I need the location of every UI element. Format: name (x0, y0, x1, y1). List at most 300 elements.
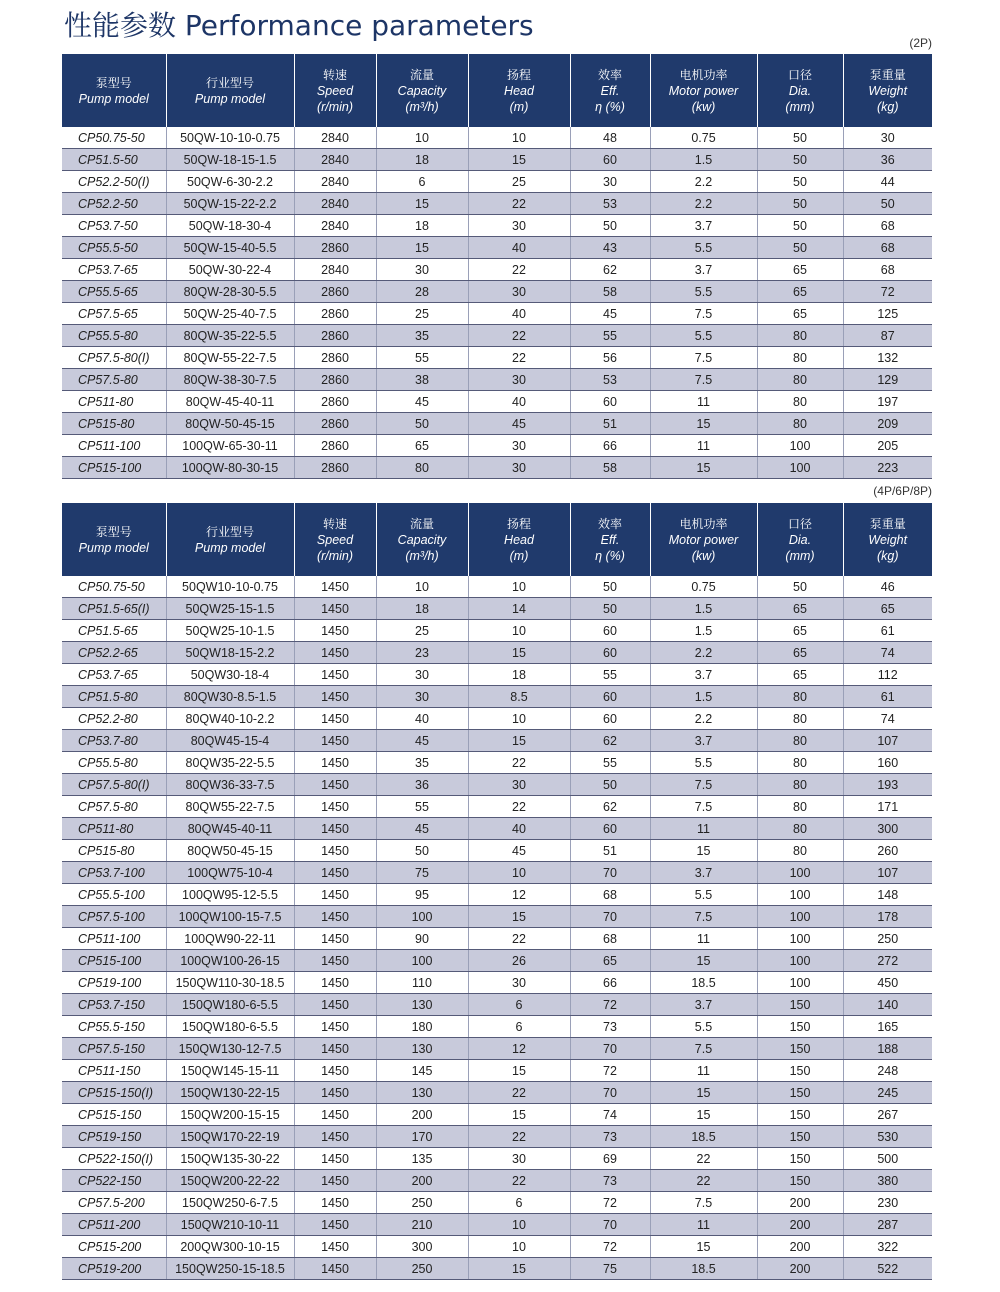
cell-efficiency: 50 (570, 576, 650, 598)
cell-diameter: 80 (757, 752, 843, 774)
cell-motor-power: 11 (650, 435, 757, 457)
header-efficiency-en: Eff. (600, 532, 620, 547)
header-motor-power-zh: 电机功率 (679, 67, 728, 82)
cell-capacity: 130 (376, 994, 468, 1016)
cell-efficiency: 45 (570, 303, 650, 325)
cell-capacity: 50 (376, 840, 468, 862)
table-row (62, 730, 932, 752)
cell-weight: 65 (843, 598, 932, 620)
table-row (62, 127, 932, 149)
cell-capacity: 30 (376, 686, 468, 708)
cell-motor-power: 1.5 (650, 620, 757, 642)
cell-diameter: 65 (757, 259, 843, 281)
cell-capacity: 250 (376, 1258, 468, 1280)
cell-diameter: 65 (757, 598, 843, 620)
cell-weight: 322 (843, 1236, 932, 1258)
cell-motor-power: 15 (650, 413, 757, 435)
cell-pump-model: CP57.5-80(I) (62, 347, 166, 369)
header-capacity-en: Capacity (397, 532, 447, 547)
cell-speed: 2860 (294, 237, 376, 259)
header-pump-model (62, 54, 166, 127)
cell-speed: 2860 (294, 457, 376, 479)
cell-diameter: 150 (757, 1016, 843, 1038)
cell-speed: 1450 (294, 1126, 376, 1148)
cell-efficiency: 50 (570, 598, 650, 620)
table-row (62, 325, 932, 347)
cell-head: 30 (468, 457, 570, 479)
cell-diameter: 100 (757, 950, 843, 972)
cell-diameter: 65 (757, 642, 843, 664)
cell-weight: 132 (843, 347, 932, 369)
cell-pump-model: CP51.5-65(I) (62, 598, 166, 620)
cell-head: 15 (468, 730, 570, 752)
cell-speed: 2840 (294, 149, 376, 171)
cell-capacity: 38 (376, 369, 468, 391)
cell-capacity: 135 (376, 1148, 468, 1170)
cell-pump-model: CP515-80 (62, 413, 166, 435)
cell-diameter: 80 (757, 391, 843, 413)
cell-head: 22 (468, 259, 570, 281)
cell-weight: 178 (843, 906, 932, 928)
table-row (62, 149, 932, 171)
header-efficiency-en: Eff. (600, 83, 620, 98)
cell-pump-model: CP515-150(I) (62, 1082, 166, 1104)
header-industry-model (166, 503, 294, 576)
cell-speed: 1450 (294, 884, 376, 906)
cell-diameter: 100 (757, 972, 843, 994)
cell-diameter: 80 (757, 818, 843, 840)
header-diameter-zh: 口径 (787, 516, 812, 531)
cell-motor-power: 7.5 (650, 1192, 757, 1214)
cell-head: 22 (468, 928, 570, 950)
cell-motor-power: 5.5 (650, 237, 757, 259)
cell-efficiency: 68 (570, 928, 650, 950)
cell-motor-power: 11 (650, 818, 757, 840)
cell-speed: 1450 (294, 818, 376, 840)
cell-capacity: 15 (376, 193, 468, 215)
cell-industry-model: 80QW55-22-7.5 (166, 796, 294, 818)
cell-speed: 2860 (294, 347, 376, 369)
cell-industry-model: 100QW100-26-15 (166, 950, 294, 972)
cell-efficiency: 70 (570, 1038, 650, 1060)
cell-capacity: 18 (376, 598, 468, 620)
header-speed-zh: 转速 (322, 516, 347, 531)
cell-industry-model: 150QW200-15-15 (166, 1104, 294, 1126)
table-row (62, 796, 932, 818)
table-row (62, 1192, 932, 1214)
cell-industry-model: 80QW50-45-15 (166, 840, 294, 862)
cell-weight: 46 (843, 576, 932, 598)
cell-motor-power: 7.5 (650, 774, 757, 796)
cell-head: 26 (468, 950, 570, 972)
table-row (62, 1104, 932, 1126)
cell-head: 15 (468, 1060, 570, 1082)
cell-diameter: 50 (757, 171, 843, 193)
cell-motor-power: 22 (650, 1170, 757, 1192)
cell-pump-model: CP51.5-65 (62, 620, 166, 642)
header-weight-zh: 泵重量 (869, 67, 906, 82)
cell-efficiency: 30 (570, 171, 650, 193)
cell-diameter: 50 (757, 237, 843, 259)
cell-weight: 107 (843, 862, 932, 884)
table-row (62, 1126, 932, 1148)
header-pump-model (62, 503, 166, 576)
cell-diameter: 50 (757, 215, 843, 237)
header-weight-en: Weight (868, 83, 908, 98)
cell-capacity: 200 (376, 1170, 468, 1192)
cell-capacity: 95 (376, 884, 468, 906)
cell-speed: 1450 (294, 950, 376, 972)
cell-head: 30 (468, 435, 570, 457)
cell-speed: 2860 (294, 369, 376, 391)
cell-pump-model: CP57.5-65 (62, 303, 166, 325)
cell-capacity: 100 (376, 906, 468, 928)
cell-motor-power: 15 (650, 1082, 757, 1104)
cell-head: 18 (468, 664, 570, 686)
cell-weight: 530 (843, 1126, 932, 1148)
header-capacity (376, 54, 468, 127)
header-motor-power-en: Motor power (668, 532, 739, 547)
header-motor-power-unit: (kw) (691, 99, 716, 114)
table-row (62, 1082, 932, 1104)
cell-pump-model: CP57.5-80 (62, 369, 166, 391)
header-diameter-unit: (mm) (785, 548, 815, 563)
cell-efficiency: 60 (570, 620, 650, 642)
cell-pump-model: CP57.5-80(I) (62, 774, 166, 796)
cell-industry-model: 80QW-55-22-7.5 (166, 347, 294, 369)
table-row (62, 435, 932, 457)
cell-efficiency: 43 (570, 237, 650, 259)
table-row (62, 1016, 932, 1038)
cell-head: 45 (468, 413, 570, 435)
cell-capacity: 250 (376, 1192, 468, 1214)
cell-capacity: 30 (376, 664, 468, 686)
cell-speed: 1450 (294, 1060, 376, 1082)
cell-speed: 2860 (294, 281, 376, 303)
cell-capacity: 36 (376, 774, 468, 796)
cell-pump-model: CP515-200 (62, 1236, 166, 1258)
cell-capacity: 25 (376, 303, 468, 325)
cell-capacity: 45 (376, 730, 468, 752)
cell-pump-model: CP53.7-50 (62, 215, 166, 237)
cell-speed: 2840 (294, 215, 376, 237)
header-efficiency-zh: 效率 (597, 516, 622, 531)
table-row (62, 193, 932, 215)
cell-industry-model: 150QW200-22-22 (166, 1170, 294, 1192)
cell-head: 30 (468, 215, 570, 237)
cell-speed: 1450 (294, 642, 376, 664)
table-row (62, 576, 932, 598)
cell-head: 12 (468, 1038, 570, 1060)
cell-diameter: 100 (757, 906, 843, 928)
cell-efficiency: 65 (570, 950, 650, 972)
cell-motor-power: 5.5 (650, 281, 757, 303)
cell-weight: 165 (843, 1016, 932, 1038)
cell-speed: 2840 (294, 127, 376, 149)
cell-capacity: 6 (376, 171, 468, 193)
cell-weight: 250 (843, 928, 932, 950)
cell-motor-power: 15 (650, 457, 757, 479)
header-weight-en: Weight (868, 532, 908, 547)
cell-motor-power: 15 (650, 840, 757, 862)
cell-pump-model: CP51.5-50 (62, 149, 166, 171)
cell-head: 40 (468, 303, 570, 325)
cell-efficiency: 58 (570, 281, 650, 303)
table1-motor-tag: (2P) (909, 36, 932, 50)
cell-efficiency: 73 (570, 1126, 650, 1148)
cell-head: 14 (468, 598, 570, 620)
header-weight-unit: (kg) (876, 548, 899, 563)
cell-pump-model: CP511-80 (62, 391, 166, 413)
cell-weight: 223 (843, 457, 932, 479)
cell-weight: 450 (843, 972, 932, 994)
cell-diameter: 50 (757, 127, 843, 149)
cell-diameter: 80 (757, 840, 843, 862)
cell-efficiency: 53 (570, 369, 650, 391)
cell-head: 6 (468, 1192, 570, 1214)
cell-industry-model: 80QW30-8.5-1.5 (166, 686, 294, 708)
cell-pump-model: CP53.7-150 (62, 994, 166, 1016)
cell-efficiency: 70 (570, 862, 650, 884)
performance-table-4p-6p-8p (62, 503, 932, 1280)
table-row (62, 215, 932, 237)
cell-motor-power: 15 (650, 1104, 757, 1126)
cell-efficiency: 53 (570, 193, 650, 215)
cell-head: 15 (468, 1258, 570, 1280)
cell-diameter: 150 (757, 1038, 843, 1060)
header-weight (843, 54, 932, 127)
header-head-en: Head (504, 532, 534, 547)
cell-weight: 68 (843, 215, 932, 237)
cell-efficiency: 72 (570, 1192, 650, 1214)
cell-speed: 2860 (294, 391, 376, 413)
cell-weight: 74 (843, 642, 932, 664)
cell-diameter: 80 (757, 774, 843, 796)
cell-capacity: 75 (376, 862, 468, 884)
cell-pump-model: CP55.5-50 (62, 237, 166, 259)
cell-pump-model: CP53.7-65 (62, 259, 166, 281)
cell-efficiency: 60 (570, 391, 650, 413)
cell-capacity: 100 (376, 950, 468, 972)
cell-motor-power: 2.2 (650, 193, 757, 215)
cell-diameter: 100 (757, 884, 843, 906)
header-industry-model-zh: 行业型号 (205, 75, 254, 90)
cell-weight: 140 (843, 994, 932, 1016)
cell-head: 30 (468, 972, 570, 994)
header-capacity (376, 503, 468, 576)
header-pump-model-zh: 泵型号 (95, 524, 132, 539)
cell-efficiency: 70 (570, 1214, 650, 1236)
cell-weight: 287 (843, 1214, 932, 1236)
cell-speed: 2840 (294, 193, 376, 215)
cell-speed: 1450 (294, 752, 376, 774)
cell-pump-model: CP53.7-100 (62, 862, 166, 884)
header-industry-model-en: Pump model (194, 540, 266, 555)
cell-industry-model: 50QW-25-40-7.5 (166, 303, 294, 325)
cell-pump-model: CP57.5-100 (62, 906, 166, 928)
cell-weight: 260 (843, 840, 932, 862)
table-row (62, 457, 932, 479)
cell-head: 10 (468, 1214, 570, 1236)
cell-efficiency: 66 (570, 435, 650, 457)
cell-pump-model: CP55.5-80 (62, 325, 166, 347)
cell-industry-model: 150QW110-30-18.5 (166, 972, 294, 994)
cell-capacity: 130 (376, 1038, 468, 1060)
cell-efficiency: 60 (570, 642, 650, 664)
cell-pump-model: CP511-200 (62, 1214, 166, 1236)
cell-motor-power: 11 (650, 1060, 757, 1082)
header-head-unit: (m) (509, 99, 529, 114)
cell-pump-model: CP50.75-50 (62, 576, 166, 598)
cell-diameter: 150 (757, 1082, 843, 1104)
table-row (62, 1258, 932, 1280)
cell-weight: 74 (843, 708, 932, 730)
cell-motor-power: 3.7 (650, 259, 757, 281)
header-diameter-en: Dia. (788, 83, 812, 98)
cell-pump-model: CP52.2-50 (62, 193, 166, 215)
cell-head: 8.5 (468, 686, 570, 708)
page-title: 性能参数 Performance parameters (64, 9, 534, 42)
cell-speed: 1450 (294, 730, 376, 752)
cell-efficiency: 56 (570, 347, 650, 369)
table-body (62, 127, 932, 479)
cell-diameter: 65 (757, 620, 843, 642)
cell-motor-power: 15 (650, 950, 757, 972)
cell-capacity: 80 (376, 457, 468, 479)
cell-head: 30 (468, 1148, 570, 1170)
cell-motor-power: 0.75 (650, 576, 757, 598)
cell-head: 22 (468, 347, 570, 369)
cell-industry-model: 200QW300-10-15 (166, 1236, 294, 1258)
cell-motor-power: 7.5 (650, 906, 757, 928)
cell-industry-model: 80QW45-15-4 (166, 730, 294, 752)
cell-efficiency: 58 (570, 457, 650, 479)
cell-diameter: 65 (757, 303, 843, 325)
table-row (62, 171, 932, 193)
cell-industry-model: 150QW180-6-5.5 (166, 1016, 294, 1038)
cell-head: 25 (468, 171, 570, 193)
cell-speed: 1450 (294, 686, 376, 708)
header-capacity-unit: (m³/h) (405, 548, 439, 563)
cell-diameter: 150 (757, 1104, 843, 1126)
cell-head: 10 (468, 1236, 570, 1258)
cell-weight: 230 (843, 1192, 932, 1214)
header-motor-power (650, 54, 757, 127)
cell-speed: 1450 (294, 994, 376, 1016)
cell-speed: 2840 (294, 171, 376, 193)
cell-motor-power: 2.2 (650, 708, 757, 730)
cell-efficiency: 55 (570, 325, 650, 347)
header-pump-model-zh: 泵型号 (95, 75, 132, 90)
cell-speed: 1450 (294, 774, 376, 796)
cell-pump-model: CP52.2-50(I) (62, 171, 166, 193)
cell-speed: 1450 (294, 1104, 376, 1126)
cell-speed: 1450 (294, 796, 376, 818)
cell-industry-model: 50QW-30-22-4 (166, 259, 294, 281)
cell-efficiency: 55 (570, 752, 650, 774)
cell-industry-model: 80QW-28-30-5.5 (166, 281, 294, 303)
cell-head: 10 (468, 862, 570, 884)
cell-weight: 245 (843, 1082, 932, 1104)
cell-diameter: 200 (757, 1258, 843, 1280)
cell-efficiency: 73 (570, 1170, 650, 1192)
cell-efficiency: 50 (570, 215, 650, 237)
header-weight (843, 503, 932, 576)
cell-capacity: 40 (376, 708, 468, 730)
table-row (62, 972, 932, 994)
cell-pump-model: CP52.2-65 (62, 642, 166, 664)
cell-weight: 197 (843, 391, 932, 413)
header-speed-en: Speed (316, 83, 354, 98)
cell-pump-model: CP57.5-80 (62, 796, 166, 818)
table-row (62, 686, 932, 708)
cell-capacity: 200 (376, 1104, 468, 1126)
cell-head: 15 (468, 906, 570, 928)
cell-weight: 193 (843, 774, 932, 796)
cell-speed: 1450 (294, 598, 376, 620)
table-row (62, 950, 932, 972)
cell-industry-model: 150QW130-12-7.5 (166, 1038, 294, 1060)
performance-table-2p (62, 54, 932, 479)
cell-speed: 2860 (294, 435, 376, 457)
cell-capacity: 35 (376, 752, 468, 774)
header-efficiency-zh: 效率 (597, 67, 622, 82)
cell-speed: 1450 (294, 1082, 376, 1104)
cell-head: 15 (468, 149, 570, 171)
cell-efficiency: 72 (570, 1060, 650, 1082)
cell-speed: 1450 (294, 972, 376, 994)
cell-pump-model: CP511-150 (62, 1060, 166, 1082)
cell-pump-model: CP57.5-200 (62, 1192, 166, 1214)
cell-motor-power: 2.2 (650, 642, 757, 664)
cell-head: 30 (468, 281, 570, 303)
cell-weight: 36 (843, 149, 932, 171)
cell-diameter: 150 (757, 1060, 843, 1082)
cell-efficiency: 60 (570, 818, 650, 840)
cell-weight: 267 (843, 1104, 932, 1126)
header-head-en: Head (504, 83, 534, 98)
cell-pump-model: CP50.75-50 (62, 127, 166, 149)
cell-head: 22 (468, 1126, 570, 1148)
cell-weight: 50 (843, 193, 932, 215)
cell-efficiency: 62 (570, 730, 650, 752)
cell-pump-model: CP55.5-80 (62, 752, 166, 774)
cell-efficiency: 72 (570, 994, 650, 1016)
cell-diameter: 150 (757, 1126, 843, 1148)
cell-weight: 272 (843, 950, 932, 972)
header-head-zh: 扬程 (506, 67, 531, 82)
cell-speed: 1450 (294, 708, 376, 730)
cell-motor-power: 3.7 (650, 730, 757, 752)
cell-head: 40 (468, 818, 570, 840)
header-weight-unit: (kg) (876, 99, 899, 114)
cell-capacity: 18 (376, 215, 468, 237)
table-row (62, 1038, 932, 1060)
cell-motor-power: 5.5 (650, 884, 757, 906)
table-row (62, 620, 932, 642)
cell-motor-power: 11 (650, 391, 757, 413)
table-row (62, 237, 932, 259)
cell-speed: 1450 (294, 1214, 376, 1236)
cell-efficiency: 74 (570, 1104, 650, 1126)
cell-head: 22 (468, 193, 570, 215)
cell-diameter: 65 (757, 664, 843, 686)
cell-pump-model: CP53.7-65 (62, 664, 166, 686)
table-row (62, 906, 932, 928)
header-motor-power-en: Motor power (668, 83, 739, 98)
cell-motor-power: 3.7 (650, 215, 757, 237)
table-row (62, 281, 932, 303)
